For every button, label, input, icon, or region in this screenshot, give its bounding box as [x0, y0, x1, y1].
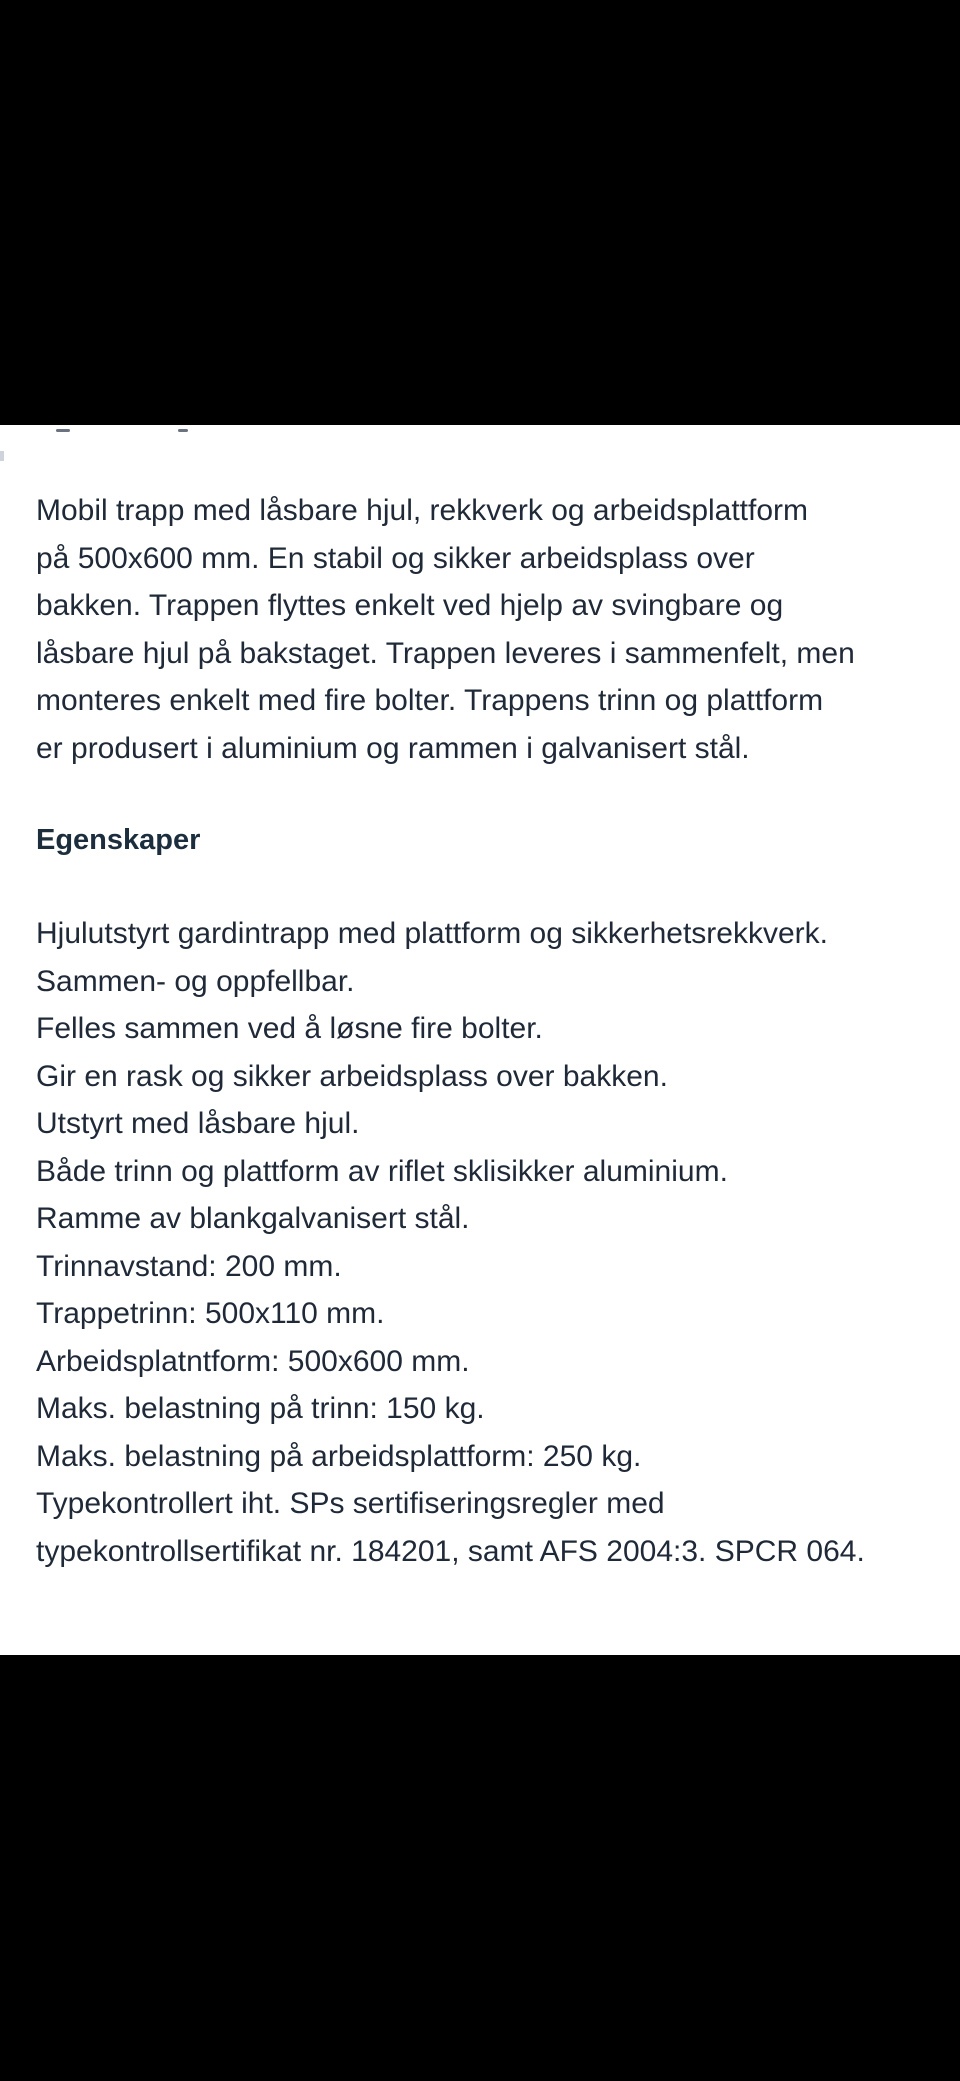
list-item: typekontrollsertifikat nr. 184201, samt AFS 2004:3. SPCR 064.	[36, 1534, 865, 1568]
list-item: Typekontrollert iht. SPs sertifiseringsregler med	[36, 1487, 665, 1520]
scroll-edge-marker	[0, 451, 4, 461]
list-item: Maks. belastning på arbeidsplattform: 250 kg.	[36, 1439, 642, 1473]
cropped-text-line	[36, 429, 236, 441]
product-description: Mobil trapp med låsbare hjul, rekkverk og arbeidsplattform på 500x600 mm. En stabil og sikker arbeidsplass over bakken. Trappen flyttes enkelt ved hjelp av svingbare og låsbare hjul på bakstaget. Trappen leveres i sammenfelt, men monteres enkelt med fire bolter. Trappens trinn og plattform er produsert i aluminium og rammen i galvanisert stål.	[36, 494, 855, 765]
properties-list	[36, 910, 946, 1575]
list-item: Gir en rask og sikker arbeidsplass over bakken.	[36, 1059, 668, 1093]
list-item: Ramme av blankgalvanisert stål.	[36, 1202, 470, 1235]
properties-heading: Egenskaper	[36, 824, 201, 856]
list-item: Arbeidsplatntform: 500x600 mm.	[36, 1344, 470, 1378]
top-letterbox	[0, 0, 960, 425]
bottom-letterbox	[0, 1655, 960, 2081]
list-item: Utstyrt med låsbare hjul.	[36, 1107, 360, 1140]
list-item: Trappetrinn: 500x110 mm.	[36, 1297, 385, 1330]
list-item: Maks. belastning på trinn: 150 kg.	[36, 1392, 485, 1425]
list-item: Sammen- og oppfellbar.	[36, 964, 355, 998]
list-item: Både trinn og plattform av riflet sklisikker aluminium.	[36, 1154, 728, 1188]
list-item: Hjulutstyrt gardintrapp med plattform og sikkerhetsrekkverk.	[36, 917, 828, 950]
list-item: Felles sammen ved å løsne fire bolter.	[36, 1012, 543, 1045]
list-item: Trinnavstand: 200 mm.	[36, 1249, 342, 1283]
product-info-panel[interactable]	[0, 425, 960, 1655]
